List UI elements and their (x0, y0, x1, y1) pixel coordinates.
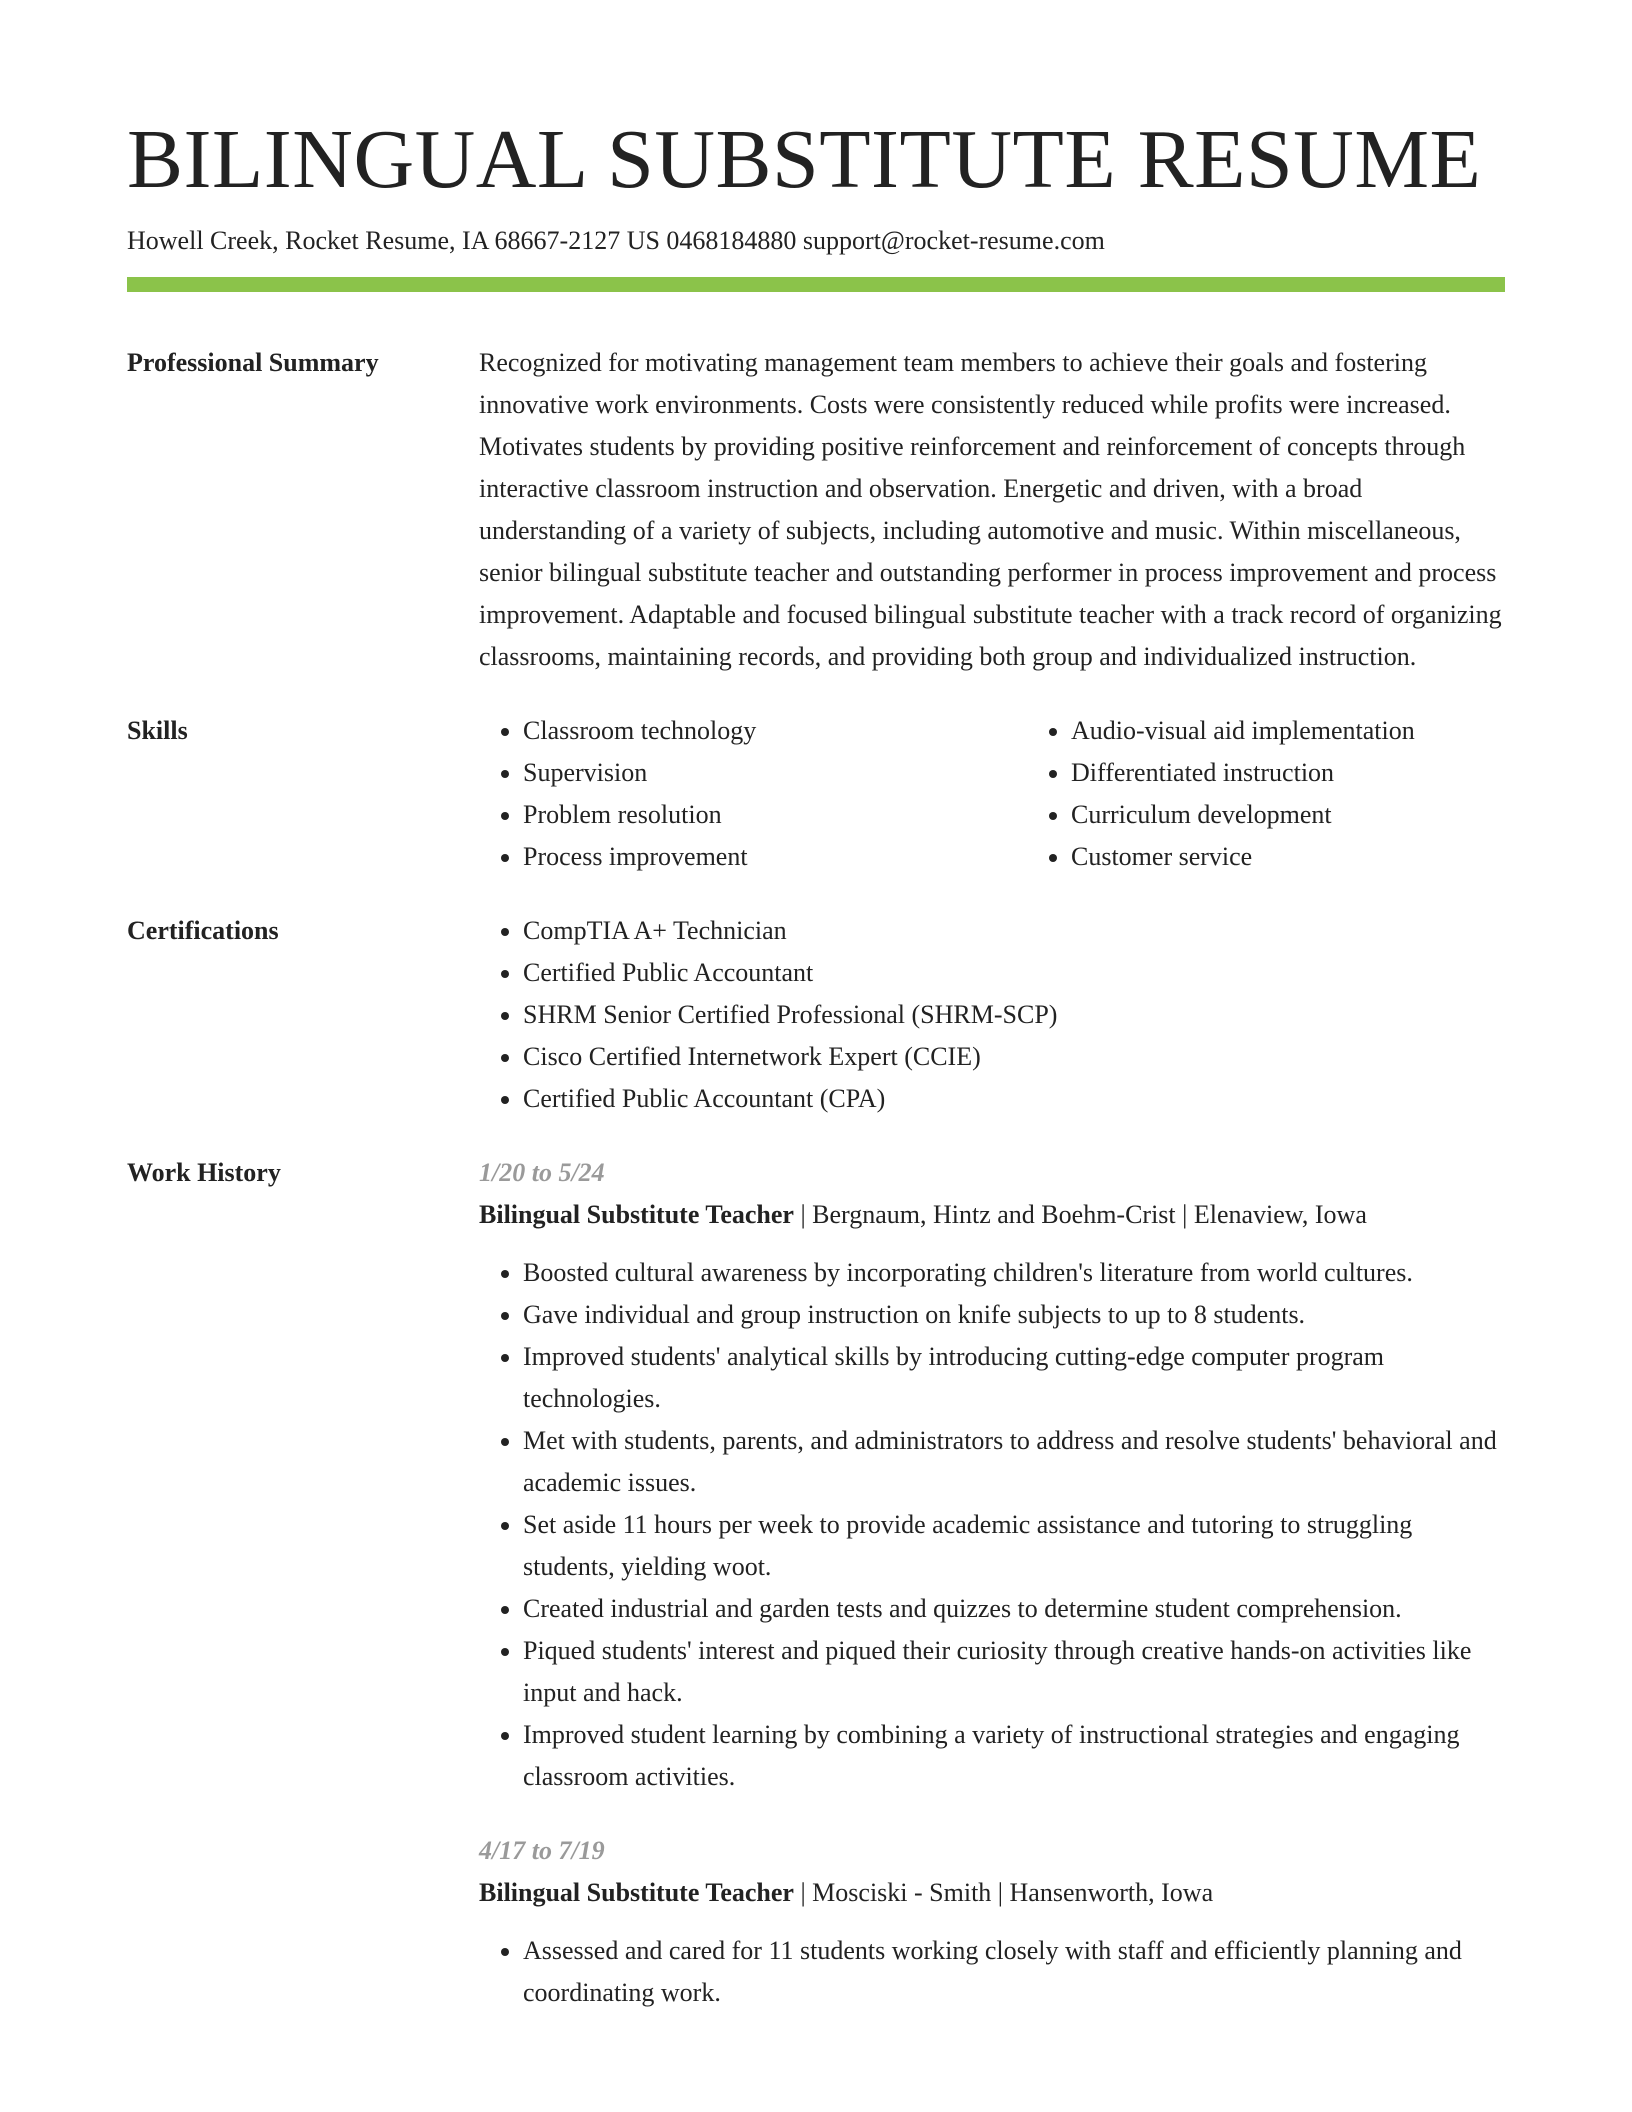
job-employer-location: | Bergnaum, Hintz and Boehm-Crist | Elenaview, Iowa (793, 1199, 1367, 1229)
job-dates: 4/17 to 7/19 (479, 1835, 605, 1865)
job-duty-item: • Set aside 11 hours per week to provide academic assistance and tutoring to struggling students, yielding woot. (523, 1504, 1505, 1588)
job-duty-item: • Improved student learning by combining a variety of instructional strategies and engaging classroom activities. (523, 1714, 1505, 1798)
job-heading (479, 1194, 1505, 1236)
certification-item: • SHRM Senior Certified Professional (SHRM-SCP) (523, 994, 1505, 1036)
job-duties-list (479, 1252, 1505, 1798)
work-history-section (127, 1152, 1505, 2014)
job-duties-list (479, 1930, 1505, 2014)
job-duty-item: • Boosted cultural awareness by incorporating children's literature from world cultures. (523, 1252, 1505, 1294)
job-duty-item: • Met with students, parents, and administrators to address and resolve students' behavioral and academic issues. (523, 1420, 1505, 1504)
job-title: Bilingual Substitute Teacher (479, 1877, 794, 1907)
skills-section (127, 710, 1505, 878)
job-duty-item: • Improved students' analytical skills by introducing cutting-edge computer program technologies. (523, 1336, 1505, 1420)
summary-section (127, 342, 1505, 678)
job-duty-item: • Created industrial and garden tests and quizzes to determine student comprehension. (523, 1588, 1505, 1630)
certification-item: • Cisco Certified Internetwork Expert (CCIE) (523, 1036, 1505, 1078)
skill-item: • Classroom technology (523, 710, 1027, 752)
summary-text: Recognized for motivating management team members to achieve their goals and fostering innovative work environments. Costs were consistently reduced while profits were increased. Motivates students by providing positive reinforcement and reinforcement of concepts through interactive classroom instruction and observation. Energetic and driven, with a broad understanding of a variety of subjects, including automotive and music. Within miscellaneous, senior bilingual substitute teacher and outstanding performer in process improvement and process improvement. Adaptable and focused bilingual substitute teacher with a track record of organizing classrooms, maintaining records, and providing both group and individualized instruction. (479, 347, 1502, 671)
job-dates: 1/20 to 5/24 (479, 1157, 605, 1187)
skills-list-right (1027, 710, 1575, 878)
skill-item: • Problem resolution (523, 794, 1027, 836)
job-title: Bilingual Substitute Teacher (479, 1199, 794, 1229)
skills-list-left (479, 710, 1027, 878)
accent-divider (127, 277, 1505, 292)
skill-item: • Curriculum development (1071, 794, 1575, 836)
job-duty-item: • Gave individual and group instruction on knife subjects to up to 8 students. (523, 1294, 1505, 1336)
certifications-list (479, 910, 1505, 1120)
skills-columns (479, 710, 1575, 878)
resume-title: BILINGUAL SUBSTITUTE RESUME (127, 113, 1482, 206)
section-label-certifications: Certifications (127, 915, 279, 945)
skill-item: • Process improvement (523, 836, 1027, 878)
contact-info: Howell Creek, Rocket Resume, IA 68667-2127 US 0468184880 support@rocket-resume.com (127, 226, 1105, 255)
certification-item: • CompTIA A+ Technician (523, 910, 1505, 952)
job-duty-item: • Piqued students' interest and piqued their curiosity through creative hands-on activities like input and hack. (523, 1630, 1505, 1714)
skill-item: • Customer service (1071, 836, 1575, 878)
job-entry (479, 1830, 1505, 2014)
section-label-skills: Skills (127, 715, 188, 745)
job-employer-location: | Mosciski - Smith | Hansenworth, Iowa (793, 1877, 1214, 1907)
job-duty-item: • Assessed and cared for 11 students working closely with staff and efficiently planning and coordinating work. (523, 1930, 1505, 2014)
job-entry (479, 1152, 1505, 1798)
section-label-work-history: Work History (127, 1157, 281, 1187)
certifications-body (479, 910, 1505, 1120)
skill-item: • Supervision (523, 752, 1027, 794)
certification-item: • Certified Public Accountant (523, 952, 1505, 994)
certification-item: • Certified Public Accountant (CPA) (523, 1078, 1505, 1120)
skill-item: • Audio-visual aid implementation (1071, 710, 1575, 752)
section-label-summary: Professional Summary (127, 347, 379, 377)
work-history-body (479, 1152, 1505, 2014)
job-heading (479, 1872, 1505, 1914)
skill-item: • Differentiated instruction (1071, 752, 1575, 794)
certifications-section (127, 910, 1505, 1120)
